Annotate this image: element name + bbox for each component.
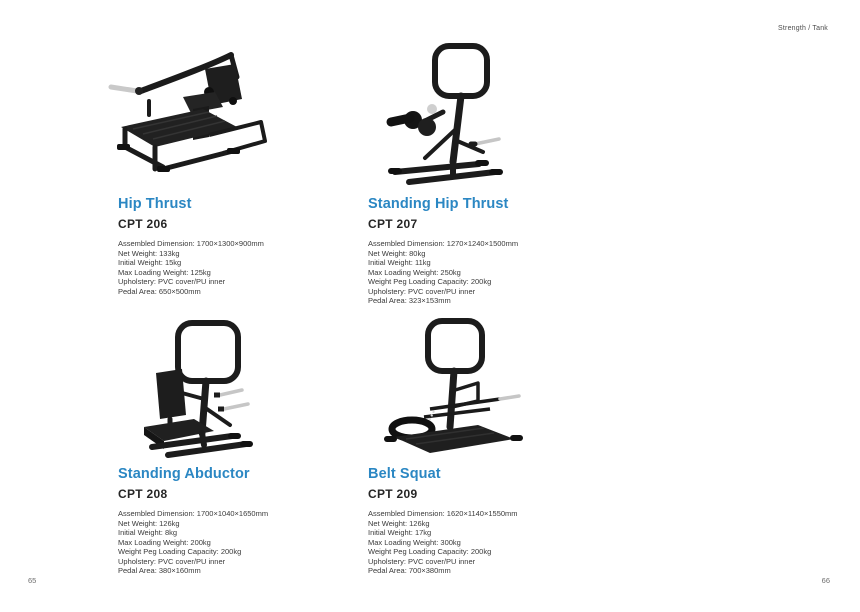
spec-line: Weight Peg Loading Capacity: 200kg [368, 277, 492, 286]
product-title: Standing Hip Thrust [368, 196, 509, 212]
spec-line: Upholstery: PVC cover/PU inner [118, 277, 226, 286]
standing-abductor-machine-image [118, 308, 370, 460]
spec-line: Assembled Dimension: 1700×1040×1650mm [118, 509, 269, 518]
spec-line: Upholstery: PVC cover/PU inner [118, 556, 226, 566]
product-title: Belt Squat [368, 466, 441, 482]
spec-line: Pedal Area: 650×500mm [118, 286, 201, 296]
product-specs [368, 239, 620, 306]
hip-thrust-machine-image [118, 38, 370, 190]
product-card-hip-thrust [118, 38, 370, 296]
spec-line: Pedal Area: 323×153mm [368, 296, 451, 305]
product-code: CPT 207 [368, 217, 418, 231]
page-number-left: 65 [28, 576, 37, 585]
product-specs [118, 509, 370, 576]
spec-line: Max Loading Weight: 300kg [368, 537, 461, 547]
spec-line: Weight Peg Loading Capacity: 200kg [368, 547, 492, 556]
spec-line: Assembled Dimension: 1620×1140×1550mm [368, 509, 518, 518]
spec-line: Upholstery: PVC cover/PU inner [368, 556, 476, 566]
spec-line: Initial Weight: 8kg [118, 528, 178, 537]
product-title: Hip Thrust [118, 196, 192, 212]
spec-line: Weight Peg Loading Capacity: 200kg [118, 547, 242, 556]
page-number-right: 66 [821, 576, 830, 585]
spec-line: Initial Weight: 11kg [368, 258, 431, 267]
spec-line: Max Loading Weight: 250kg [368, 267, 461, 277]
spec-line: Max Loading Weight: 125kg [118, 267, 211, 277]
spec-line: Net Weight: 133kg [118, 248, 180, 258]
section-header: Strength / Tank [778, 25, 828, 32]
product-title: Standing Abductor [118, 466, 250, 482]
spec-line: Upholstery: PVC cover/PU inner [368, 286, 476, 296]
product-card-belt-squat [368, 308, 620, 576]
spec-line: Pedal Area: 700×380mm [368, 566, 451, 575]
spec-line: Pedal Area: 380×160mm [118, 566, 201, 575]
product-code: CPT 208 [118, 487, 168, 501]
spec-line: Initial Weight: 17kg [368, 528, 432, 537]
belt-squat-machine-drawing [372, 315, 524, 460]
product-specs [118, 239, 370, 296]
standing-abductor-machine-drawing [128, 315, 268, 460]
spec-line: Assembled Dimension: 1270×1240×1500mm [368, 239, 519, 248]
standing-hip-thrust-machine-image [368, 38, 620, 190]
belt-squat-machine-image [368, 308, 620, 460]
product-code: CPT 209 [368, 487, 418, 501]
hip-thrust-machine-drawing [103, 45, 293, 190]
spec-line: Max Loading Weight: 200kg [118, 537, 211, 547]
standing-hip-thrust-machine-drawing [383, 40, 513, 190]
spec-line: Net Weight: 80kg [368, 248, 426, 258]
product-specs [368, 509, 620, 576]
spec-line: Net Weight: 126kg [118, 518, 180, 528]
spec-line: Net Weight: 126kg [368, 518, 430, 528]
spec-line: Initial Weight: 15kg [118, 258, 182, 267]
spec-line: Assembled Dimension: 1700×1300×900mm [118, 239, 264, 248]
product-card-standing-abductor [118, 308, 370, 576]
product-card-standing-hip-thrust [368, 38, 620, 306]
product-code: CPT 206 [118, 217, 168, 231]
